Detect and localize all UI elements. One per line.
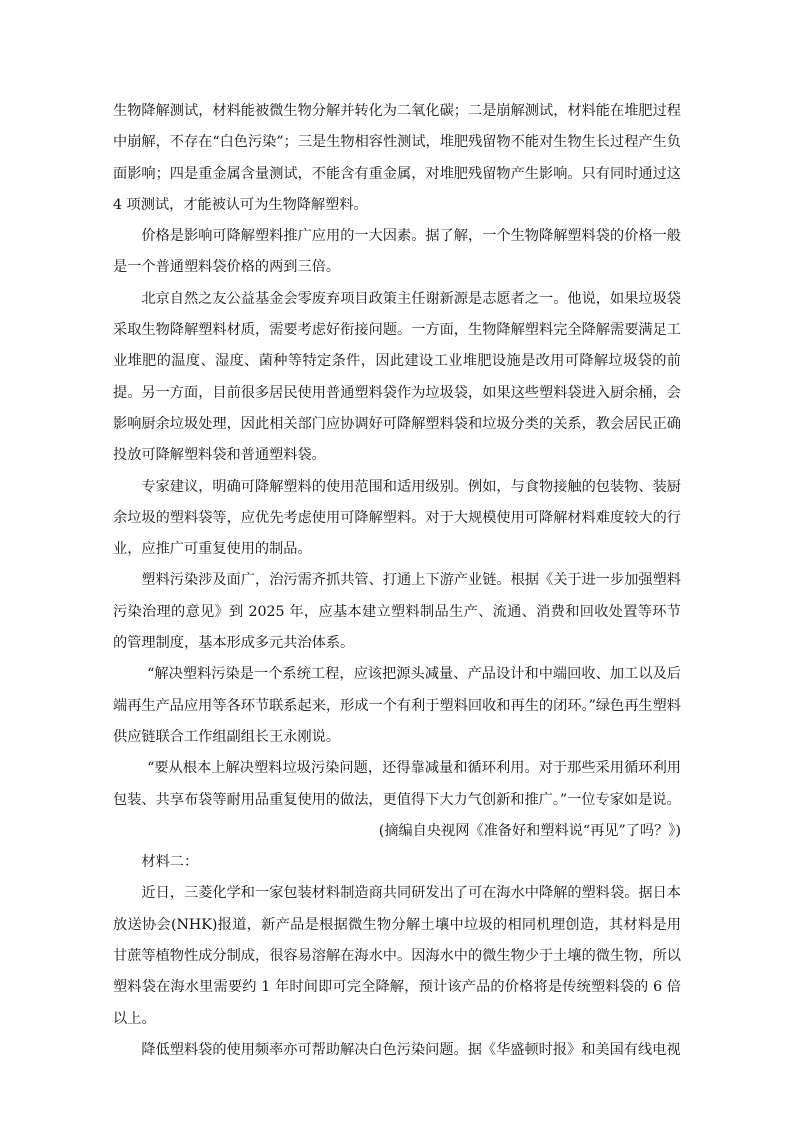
section-heading-material-two: 材料二： [141,854,199,871]
paragraph-price: 价格是影响可降解塑料推广应用的一大因素。据了解，一个生物降解塑料袋的价格一般是一个普通塑料袋价格的两到三倍。 [113,228,681,276]
paragraph-quote-recycle: “要从根本上解决塑料垃圾污染问题，还得靠减量和循环利用。对于那些采用循环利用包装、共享布袋等耐用品重复使用的做法，更值得下大力气创新和推广。”一位专家如是说。 [113,760,681,808]
paragraph-expert-advice: 专家建议，明确可降解塑料的使用范围和适用级别。例如，与食物接触的包装物、装厨余垃圾的塑料袋等，应优先考虑使用可降解塑料。对于大规模使用可降解材料难度较大的行业，应推广可重复使用的制品。 [113,478,681,558]
paragraph-governance: 塑料污染涉及面广，治污需齐抓共管、打通上下游产业链。根据《关于进一步加强塑料污染治理的意见》到 2025 年，应基本建立塑料制品生产、流通、消费和回收处置等环节的管理制度，基本形成多元共治体系。 [113,572,681,652]
document-page [113,96,681,1066]
paragraph-volunteer: 北京自然之友公益基金会零废弃项目政策主任谢新源是志愿者之一。他说，如果垃圾袋采取生物降解塑料材质，需要考虑好衔接问题。一方面，生物降解塑料完全降解需要满足工业堆肥的温度、湿度、菌种等特定条件，因此建设工业堆肥设施是改用可降解垃圾袋的前提。另一方面，目前很多居民使用普通塑料袋作为垃圾袋，如果这些塑料袋进入厨余桶，会影响厨余垃圾处理，因此相关部门应协调好可降解塑料袋和垃圾分类的关系，教会居民正确投放可降解塑料袋和普通塑料袋。 [113,290,681,464]
source-citation: (摘编自央视网《准备好和塑料说“再见”了吗？》) [378,822,681,839]
paragraph-test-criteria: 生物降解测试，材料能被微生物分解并转化为二氧化碳；二是崩解测试，材料能在堆肥过程中崩解，不存在“白色污染”；三是生物相容性测试，堆肥残留物不能对生物生长过程产生负面影响；四是重金属含量测试，不能含有重金属，对堆肥残留物产生影响。只有同时通过这 4 项测试，才能被认可为生物降解塑料。 [113,103,681,213]
paragraph-marine-bag: 近日，三菱化学和一家包装材料制造商共同研发出了可在海水中降解的塑料袋。据日本放送协会(NHK)报道，新产品是根据微生物分解土壤中垃圾的相同机理创造，其材料是用甘蔗等植物性成分制成，很容易溶解在海水中。因海水中的微生物少于土壤的微生物，所以塑料袋在海水里需要约 1 年时间即可完全降解，预计该产品的价格将是传统塑料袋的 6 倍以上。 [113,885,681,1027]
paragraph-quote-system: “解决塑料污染是一个系统工程，应该把源头减量、产品设计和中端回收、加工以及后端再生产品应用等各环节联系起来，形成一个有利于塑料回收和再生的闭环。”绿色再生塑料供应链联合工作组副组长王永刚说。 [113,666,681,745]
paragraph-reduce-usage: 降低塑料袋的使用频率亦可帮助解决白色污染问题。据《华盛顿时报》和美国有线电视 [141,1041,681,1058]
